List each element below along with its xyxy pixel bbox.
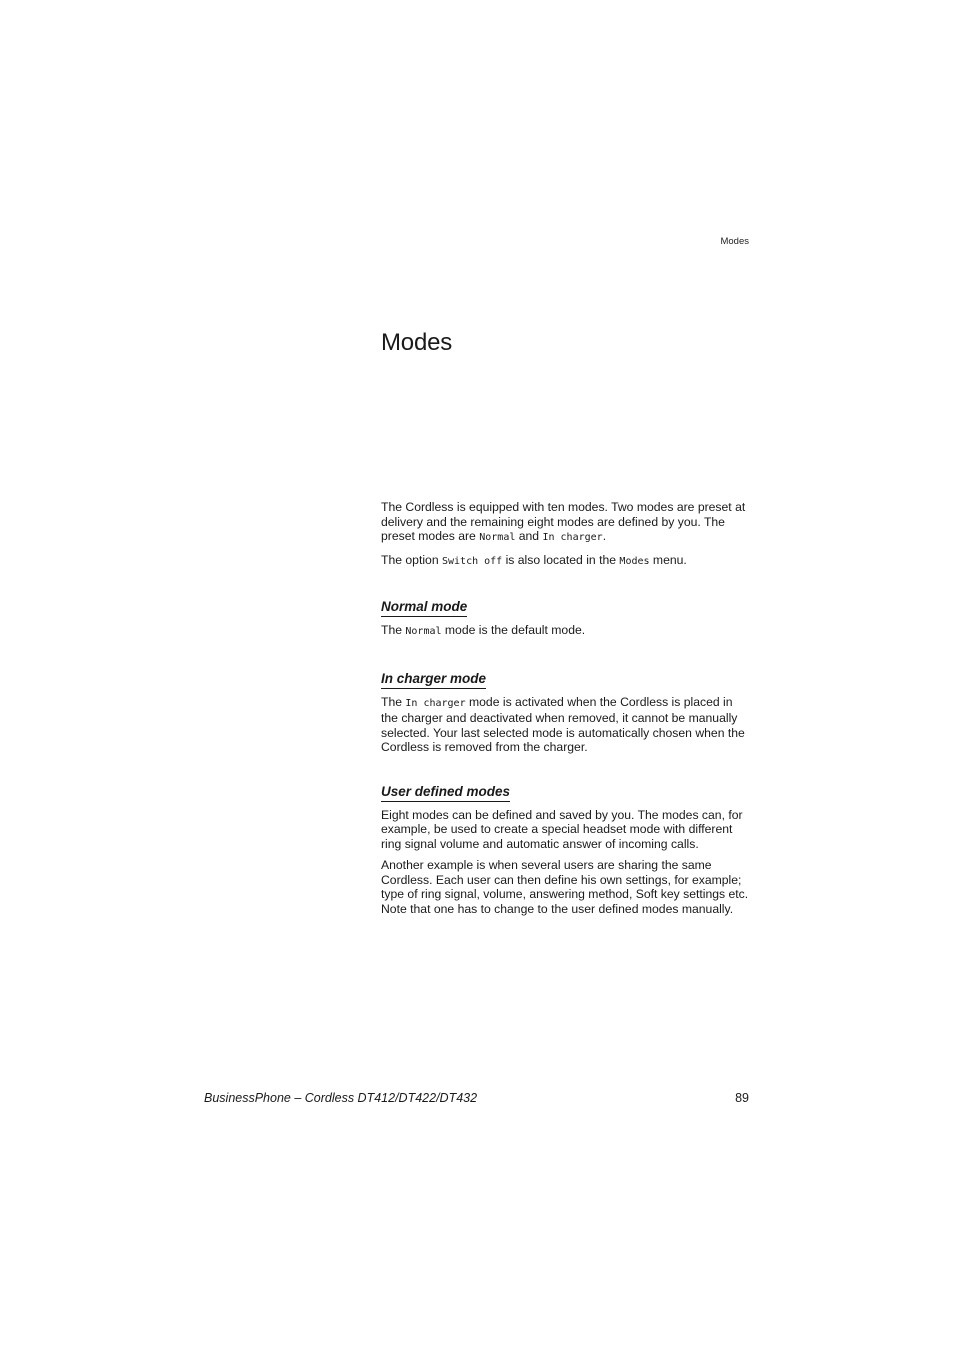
heading-user-defined-modes: User defined modes — [381, 784, 510, 802]
intro-paragraph-1 — [381, 500, 749, 546]
intro-text: and — [515, 529, 543, 543]
page-title: Modes — [381, 329, 453, 356]
normal-mode-paragraph — [381, 623, 749, 640]
body-text: The — [381, 623, 406, 637]
intro-text: The Cordless is equipped with ten modes. Two modes are preset at delivery and the remaining eight modes are defined by you. The preset modes are — [381, 500, 746, 543]
page-number: 89 — [735, 1091, 749, 1105]
user-defined-paragraph-1: Eight modes can be defined and saved by you. The modes can, for example, be used to create a special headset mode with different ring signal volume and automatic answer of incoming calls. — [381, 807, 743, 851]
footer-product-name: BusinessPhone – Cordless DT412/DT422/DT432 — [204, 1091, 478, 1105]
main-content — [381, 500, 749, 923]
code-in-charger: In charger — [542, 532, 603, 543]
body-text: mode is activated when the Cordless is placed in the charger and deactivated when removed, it cannot be manually selected. Your last selected mode is automatically chosen when the Cordless is removed from the charger. — [381, 694, 745, 754]
intro-paragraph-2 — [381, 553, 749, 570]
code-in-charger: In charger — [405, 697, 466, 709]
section-normal-mode — [381, 599, 749, 640]
in-charger-mode-paragraph — [381, 695, 749, 755]
code-normal: Normal — [479, 532, 516, 543]
heading-in-charger-mode: In charger mode — [381, 671, 486, 689]
intro-text: . — [602, 529, 607, 543]
intro-text: menu. — [649, 552, 687, 567]
intro-text: The option — [381, 552, 442, 567]
heading-normal-mode: Normal mode — [381, 599, 467, 617]
code-modes: Modes — [619, 555, 650, 567]
section-user-defined-modes — [381, 784, 749, 917]
code-normal: Normal — [405, 626, 442, 637]
intro-text: is also located in the — [502, 552, 620, 567]
section-in-charger-mode — [381, 671, 749, 755]
body-text: mode is the default mode. — [441, 623, 586, 637]
code-switch-off: Switch off — [441, 555, 503, 567]
body-text: The — [381, 694, 406, 709]
running-head: Modes — [720, 236, 749, 247]
user-defined-paragraph-2: Another example is when several users are sharing the same Cordless. Each user can then define his own settings, for example; type of ring signal, volume, answering method, Soft key settings etc. Note that one has to change to the user defined modes manually. — [381, 858, 749, 916]
